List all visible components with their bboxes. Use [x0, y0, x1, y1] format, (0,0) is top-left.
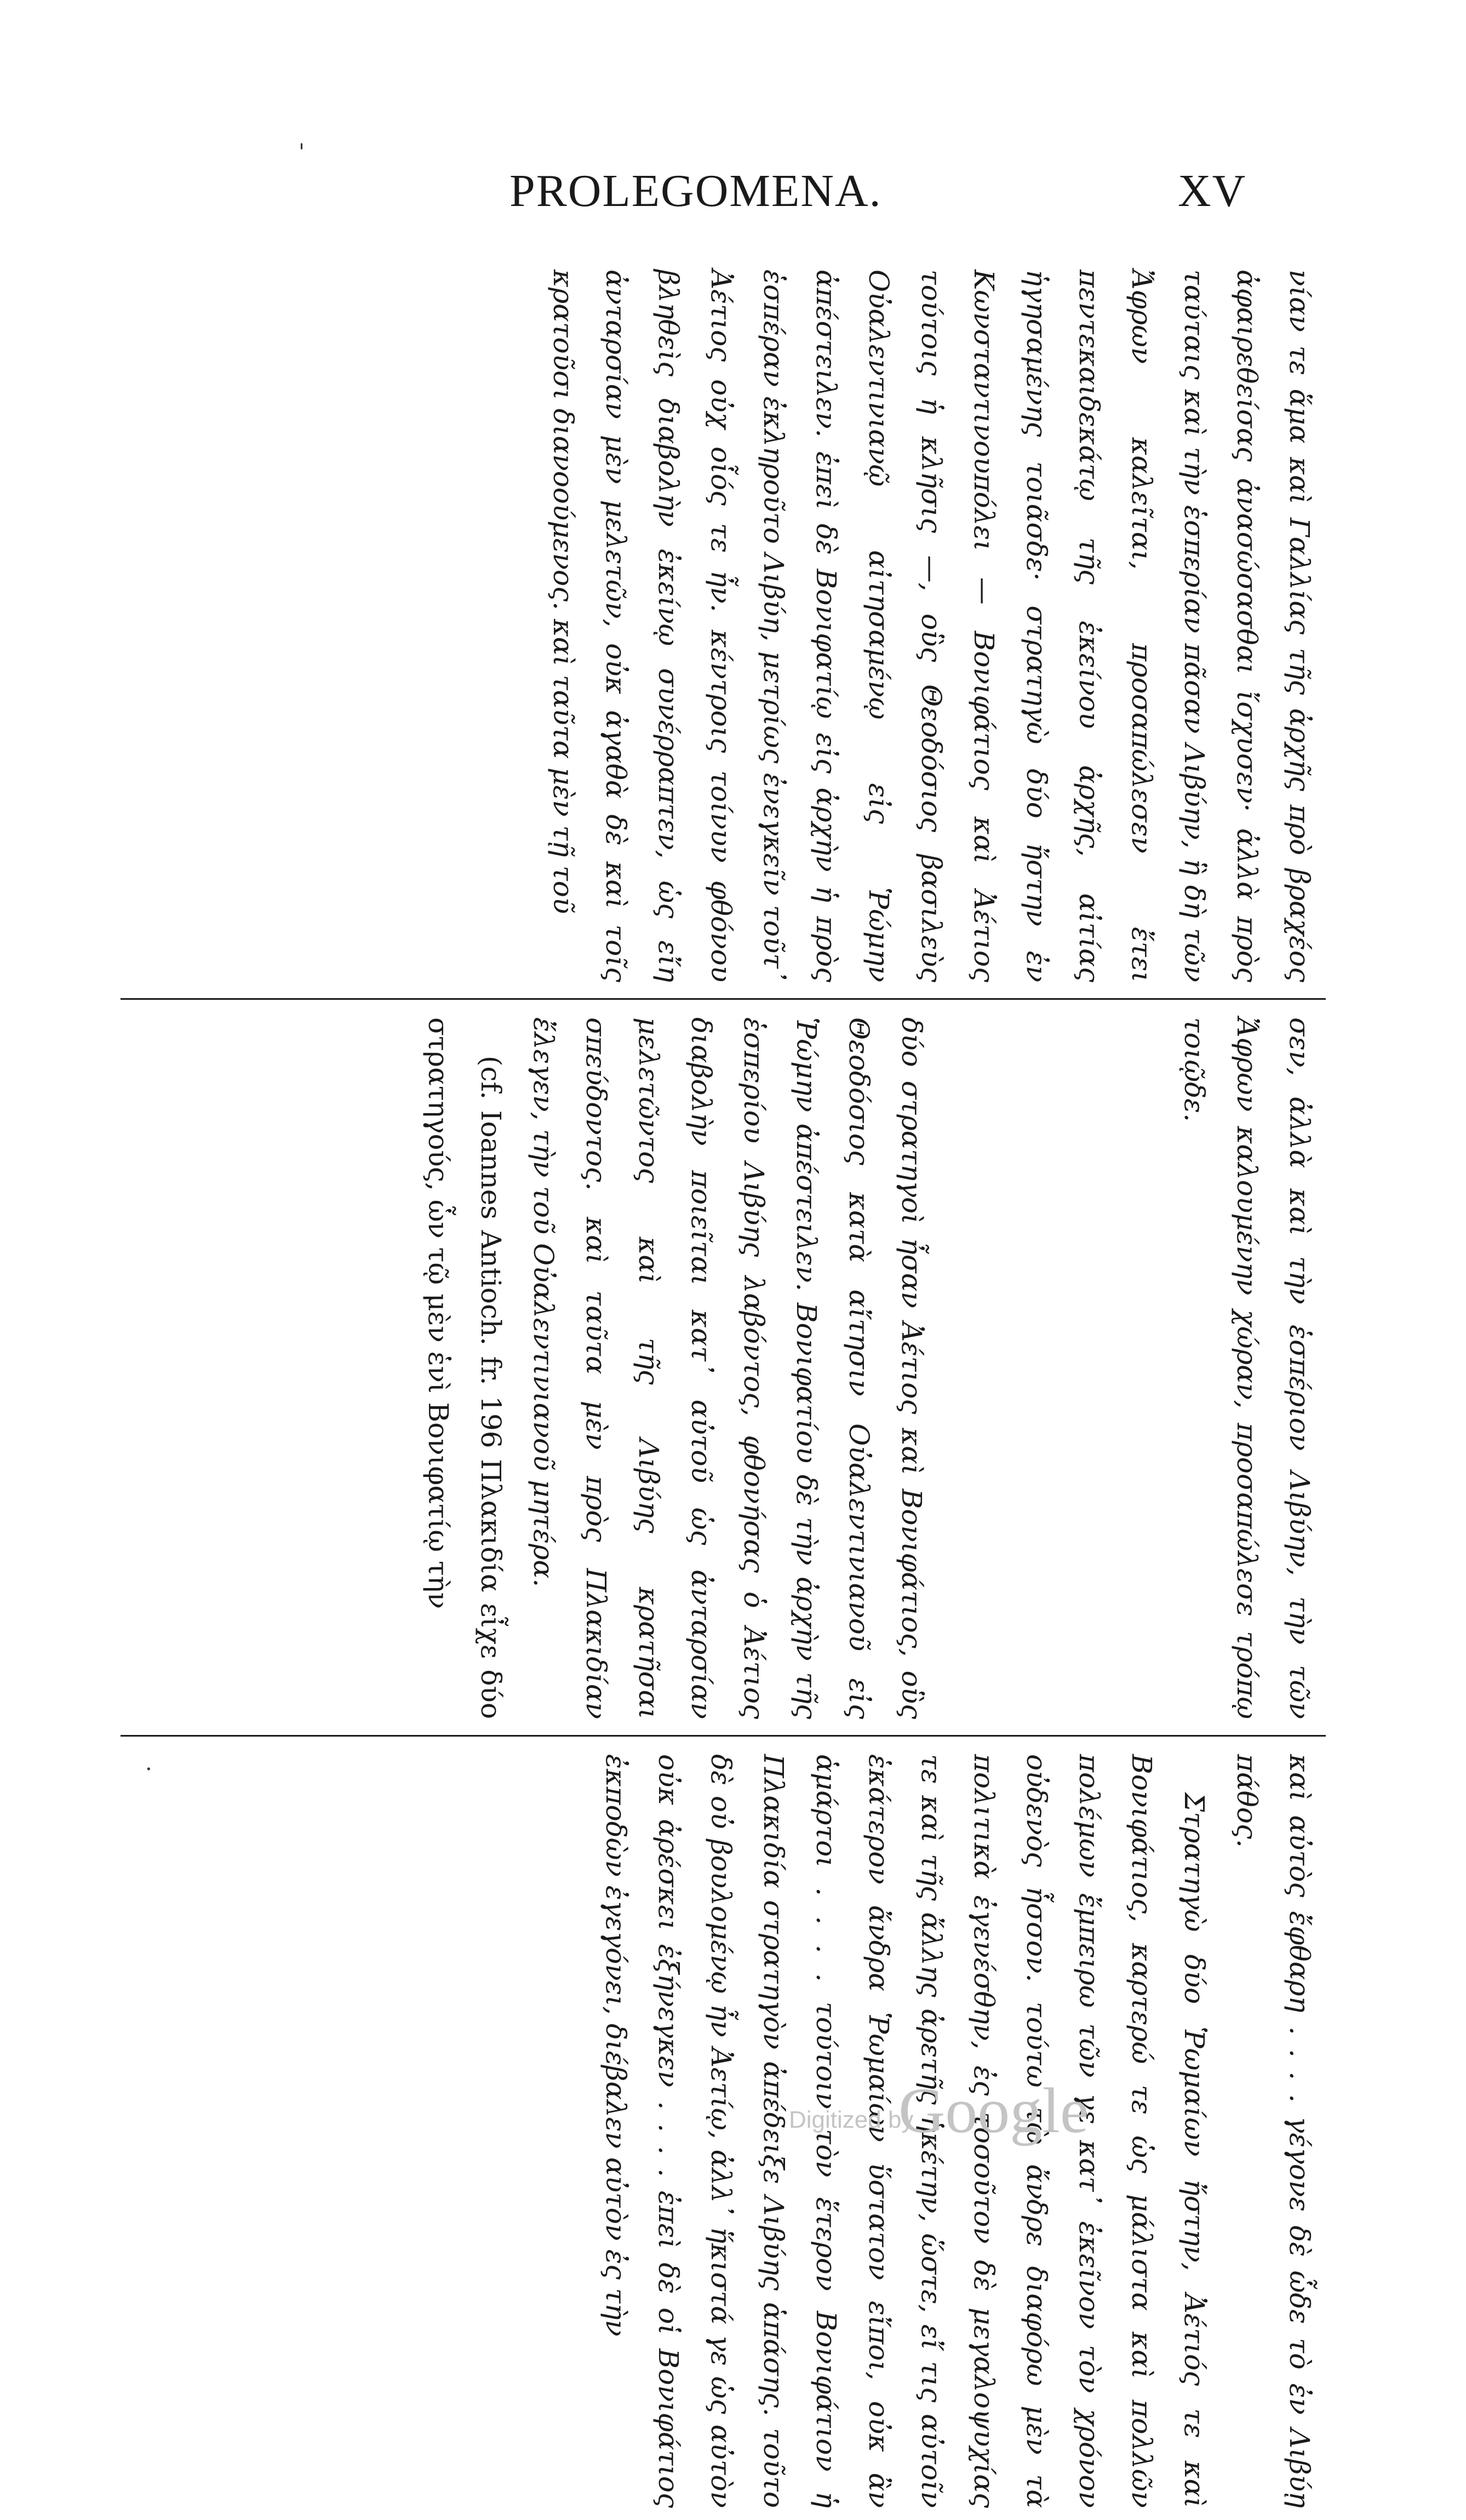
- column-middle: [121, 1005, 1326, 1731]
- rotated-text-block: [121, 257, 1326, 2520]
- google-logo: Google: [898, 2075, 1089, 2146]
- page-number: XV: [1178, 165, 1247, 216]
- column-paragraph: νίαν τε ἅμα καὶ Γαλλίας τῆς ἀρχῆς πρὸ βραχέος ἀφαιρεθείσας ἀνασώσασθαι ἴσχυσεν· ἀλλὰ πρὸς ταύταις καὶ τὴν ἑσπερίαν πᾶσαν Λιβύην, ἣ δὴ τῶν Ἄφρων καλεῖται, προσαπώλεσεν ἔτει πεντεκαιδεκάτῳ τῆς ἐκείνου ἀρχῆς, αἰτίας ἡγησαμένης τοιᾶσδε· στρατηγὼ δύο ἤστην ἐν Κωνσταντινουπόλει — Βονιφάτιος καὶ Ἀέτιος τούτοις ἡ κλῆσις —, οὓς Θεοδόσιος βασιλεὺς Οὐαλεντινιανῷ αἰτησαμένῳ εἰς Ῥώμην ἀπέστειλεν. ἐπεὶ δὲ Βονιφατίῳ εἰς ἀρχὴν ἡ πρὸς ἑσπέραν ἐκληροῦτο Λιβύη, μετρίως ἐνεγκεῖν τοῦτ᾽ Ἀέτιος οὐχ οἷός τε ἦν. κέντροις τοίνυν φθόνου βληθεὶς διαβολὴν ἐκείνῳ συνέρραπτεν, ὡς εἴη ἀνταρσίαν μὲν μελετῶν, οὐκ ἀγαθὰ δὲ καὶ τοῖς κρατοῦσι διανοούμενος. καὶ ταῦτα μὲν τῇ τοῦ: [547, 270, 1315, 982]
- stray-mark: .: [145, 1750, 152, 1776]
- page-heading: PROLEGOMENA.: [509, 165, 882, 216]
- stray-mark: ': [299, 140, 305, 165]
- column-divider: [121, 998, 1326, 1000]
- column-paragraph: (cf. Ioannes Antioch. fr. 196 Πλακιδία εἶχε δύο στρατηγούς, ὧν τῷ μὲν ἑνὶ Βονιφατίῳ τὴν: [422, 1017, 507, 1719]
- column-right: [121, 1742, 1326, 2520]
- column-paragraph: σεν, ἀλλὰ καὶ τὴν ἑσπέριον Λιβύην, τὴν τῶν Ἄφρων καλουμένην χώραν, προσαπώλεσε τρόπῳ τοιῷδε.: [1178, 1017, 1315, 1719]
- column-left: [121, 257, 1326, 994]
- column-divider: [121, 1735, 1326, 1737]
- running-head: [0, 164, 1466, 236]
- column-paragraph: Στρατηγὼ δύο Ῥωμαίων ἤστην, Ἀέτιός τε καὶ Βονιφάτιος, καρτερώ τε ὡς μάλιστα καὶ πολλῶν πολέμων ἔμπειρω τῶν γε κατ᾽ ἐκεῖνον τὸν χρόνον οὐδενὸς ἧσσον. τούτω τὼ ἄνδρε διαφόρω μὲν τὰ πολιτικὰ ἐγενέσθην, ἐς τοσοῦτον δὲ μεγαλοψυχίας τε καὶ τῆς ἄλλης ἀρετῆς ἡκέτην, ὥστε, εἴ τις αὐτοῖν ἑκάτερον ἄνδρα Ῥωμαίων ὕστατον εἴποι, οὐκ ἂν ἁμάρτοι . . . . τούτοιν τὸν ἕτερον Βονιφάτιον ἡ Πλακιδία στρατηγὸν ἀπέδειξε Λιβύης ἁπάσης. τοῦτο δὲ οὐ βουλομένῳ ἦν Ἀετίῳ, ἀλλ᾽ ἥκιστά γε ὡς αὐτὸν οὐκ ἀρέσκει ἐξήνεγκεν . . . . ἐπεὶ δὲ οἱ Βονιφάτιος ἐκποδὼν ἐγεγόνει, διέβαλεν αὐτὸν ἐς τὴν: [600, 1754, 1210, 2508]
- digitized-by-label: Digitized by: [789, 2106, 914, 2133]
- digitized-by-google-stamp: [789, 2063, 1118, 2146]
- column-paragraph: καὶ αὐτὸς ἔφθαρη . . . . γέγονε δὲ ὧδε τὸ ἐν Λιβύῃ πάθος.: [1231, 1754, 1315, 2508]
- column-paragraph: δύο στρατηγοὶ ἦσαν Ἀέτιος καὶ Βονιφάτιος, οὓς Θεοδόσιος κατὰ αἴτησιν Οὐαλεντινιανοῦ εἰς Ῥώμην ἀπέστειλεν. Βονιφατίου δὲ τὴν ἀρχὴν τῆς ἑσπερίου Λιβύης λαβόντος, φθονήσας ὁ Ἀέτιος διαβολὴν ποιεῖται κατ᾽ αὐτοῦ ὡς ἀνταρσίαν μελετῶντος καὶ τῆς Λιβύης κρατῆσαι σπεύδοντος. καὶ ταῦτα μὲν πρὸς Πλακιδίαν ἔλεγεν, τὴν τοῦ Οὐαλεντινιανοῦ μητέρα.: [528, 1017, 927, 1719]
